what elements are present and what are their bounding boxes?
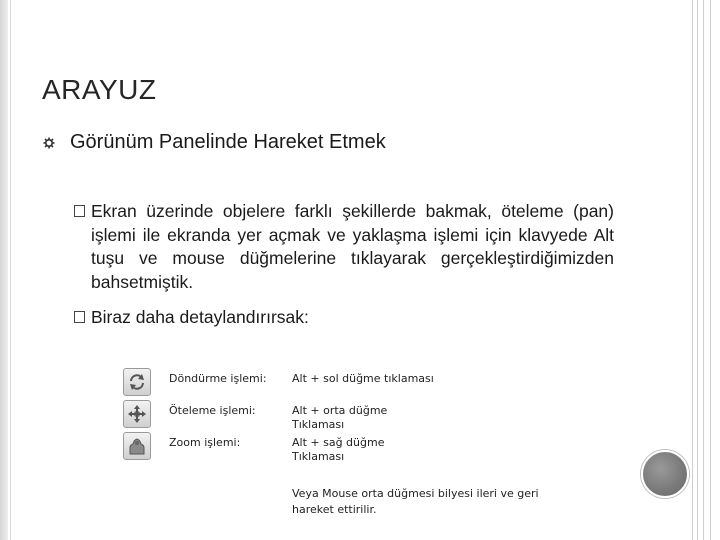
- zoom-shortcut-line: Alt + sağ düğme: [292, 436, 385, 449]
- sub-bullet-text: Biraz daha detaylandırırsak:: [91, 307, 309, 327]
- slide-left-line: [10, 0, 11, 540]
- box-bullet-icon: [74, 311, 85, 323]
- main-bullet: [42, 131, 386, 154]
- slide-title: ARAYUZ: [42, 74, 157, 105]
- sub-bullet: [74, 200, 614, 294]
- rotate-shortcut: Alt + sol düğme tıklaması: [292, 372, 434, 385]
- slide-left-border: [0, 0, 8, 540]
- pan-shortcut-line: Alt + orta düğme: [292, 404, 388, 417]
- sub-bullet-text: Ekran üzerinde objelere farklı şekillerde bakmak, öteleme (pan) işlemi ile ekranda yer açmak ve yaklaşma işlemi için klavyede Alt tuşu ve mouse düğmelerine tıklayarak gerçekleştirdiğimizden bahsetmiştik.: [91, 201, 614, 292]
- slide-right-line: [692, 0, 693, 540]
- pan-icon: [123, 400, 151, 428]
- pan-label: Öteleme işlemi:: [169, 404, 256, 417]
- pan-shortcut: [292, 404, 452, 432]
- zoom-shortcut-line: Tıklaması: [292, 450, 345, 463]
- box-bullet-icon: [74, 205, 85, 217]
- zoom-shortcut: [292, 436, 452, 464]
- main-bullet-text: Görünüm Panelinde Hareket Etmek: [70, 131, 386, 153]
- slide-right-line: [703, 0, 704, 540]
- slide-right-line: [697, 0, 698, 540]
- mouse-wheel-note: Veya Mouse orta düğmesi bilyesi ileri ve geri hareket ettirilir.: [292, 487, 539, 516]
- decorative-circle: [641, 450, 689, 498]
- slide-right-line: [710, 0, 711, 540]
- navigation-help-image: [115, 360, 565, 525]
- sub-bullet: [74, 306, 614, 330]
- rotate-icon: [123, 368, 151, 396]
- gear-bullet-icon: [42, 136, 56, 150]
- zoom-label: Zoom işlemi:: [169, 436, 241, 449]
- rotate-label: Döndürme işlemi:: [169, 372, 267, 385]
- pan-shortcut-line: Tıklaması: [292, 418, 345, 431]
- zoom-icon: [123, 432, 151, 460]
